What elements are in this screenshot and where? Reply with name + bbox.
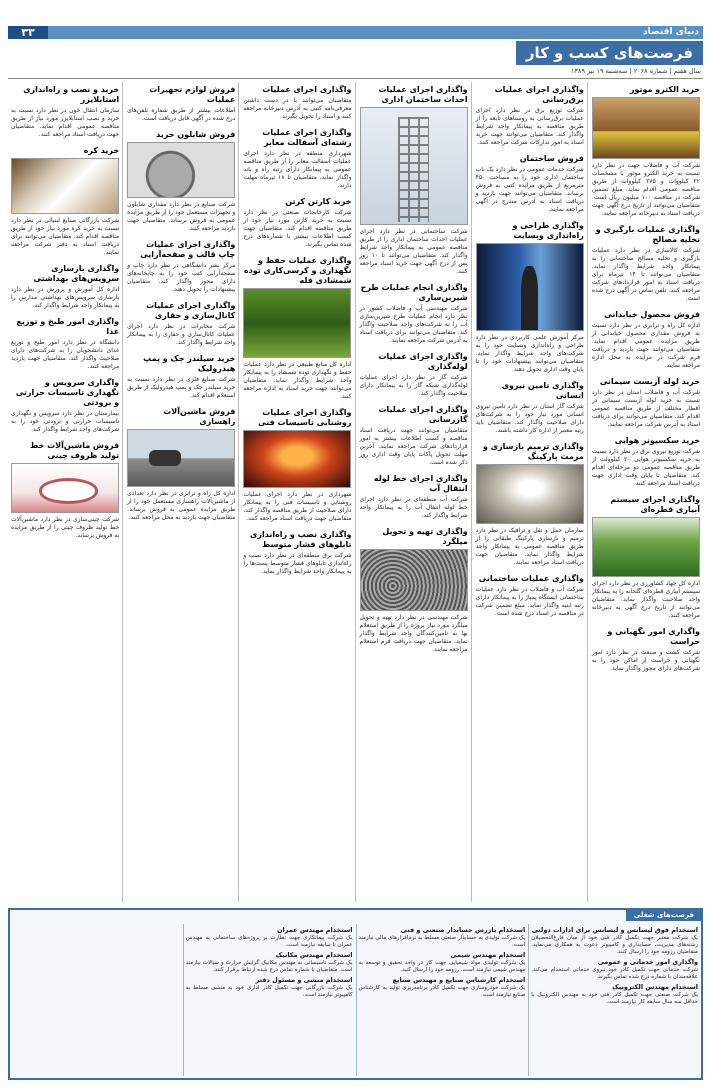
column-divider bbox=[355, 82, 356, 902]
jobs-column-1 bbox=[528, 924, 701, 1078]
column-6 bbox=[8, 82, 122, 902]
job-title: واگذاری امور خدماتی و عمومی bbox=[597, 958, 698, 966]
job-title: استخدام مهندس شیمی bbox=[450, 951, 526, 959]
article-title: خرید سکسیونر هوایی bbox=[614, 436, 700, 445]
job-title: استخدام منشی و مسئول دفتر bbox=[255, 976, 353, 984]
page-number: ۳۳ bbox=[8, 26, 48, 39]
article-body: شرکت کشت و صنعت در نظر دارد امور نگهبانی و حراست از اماکن خود را به شرکت‌های دارای مجوز واگذار نماید. bbox=[591, 649, 700, 672]
article-photo bbox=[592, 97, 700, 159]
article bbox=[357, 352, 471, 402]
article-title: خرید کره bbox=[83, 146, 120, 155]
article bbox=[357, 283, 471, 349]
article-body: شرکت کارخانجات صنعتی در نظر دارد نسبت به خرید کارتن مورد نیاز خود از طریق مناقصه اقدام کند. متقاضیان جهت کسب اطلاعات بیشتر با شماره‌های درج شده تماس بگیرند. bbox=[243, 209, 352, 248]
article-body: دانشگاه در نظر دارد امور طبخ و توزیع غذای دانشجویان را به شرکت‌های دارای صلاحیت واگذار کند. متقاضیان جهت بازدید مراجعه کنند. bbox=[11, 339, 120, 370]
column-4 bbox=[240, 82, 354, 902]
job-body: شرکت خدماتی جهت تکمیل کادر خود نیروی خدماتی استخدام می‌کند. علاقه‌مندان با شماره درج شده تماس بگیرند. bbox=[531, 967, 698, 980]
article-photo bbox=[127, 429, 235, 487]
article-title: واگذاری انجام عملیات طرح شیرین‌سازی bbox=[360, 283, 468, 302]
article bbox=[8, 317, 122, 375]
article-body: اداره کل راه و ترابری در نظر دارد تعدادی از ماشین‌آلات راهسازی مستعمل خود را از طریق مزایده عمومی به فروش برساند. متقاضیان جهت بازدید به محل مراجعه کنند. bbox=[127, 490, 236, 521]
article-body: شرکت آب و فاضلاب در نظر دارد عملیات ساختمانی ایستگاه پمپاژ را به پیمانکار دارای رتبه ابنیه واگذار نماید. مبلغ تضمین شرکت در مناقصه در اسناد درج شده است. bbox=[475, 586, 584, 617]
article bbox=[473, 85, 587, 151]
article-title: واگذاری عملیات حفظ و نگهداری و کرسی‌کاری توده شمشادی فله bbox=[243, 256, 352, 285]
article bbox=[124, 130, 238, 237]
article bbox=[8, 441, 122, 544]
article bbox=[124, 301, 238, 351]
article bbox=[357, 474, 471, 524]
article bbox=[240, 408, 354, 527]
article-title: واگذاری عملیات بارگیری و تخلیه مصالح bbox=[595, 225, 700, 244]
article bbox=[473, 574, 587, 622]
article-body: شرکت خدمات عمومی در نظر دارد یک باب ساختمان اداری خود را به مساحت ۴۵۰ مترمربع از طریق مزایده کتبی به فروش برساند. متقاضیان می‌توانند جهت بازدید و دریافت اسناد به آدرس مندرج در آگهی مراجعه نمایند. bbox=[475, 166, 584, 213]
article bbox=[473, 154, 587, 218]
article-title: خرید و نصب و راه‌اندازی استابلایزر bbox=[23, 85, 120, 104]
article-photo bbox=[11, 463, 119, 513]
jobs-column-2 bbox=[356, 924, 529, 1078]
column-5 bbox=[124, 82, 238, 902]
article-title: فروش ماشین‌آلات راهسازی bbox=[163, 407, 236, 426]
article-title: واگذاری امور طبخ و توزیع غذا bbox=[16, 317, 120, 336]
page-title: فرصت‌های کسب و کار bbox=[516, 41, 703, 65]
article-body: شرکت کالاسازی در نظر دارد عملیات بارگیری و تخلیه مصالح ساختمانی را به پیمانکار واجد شرایط واگذار نماید. متقاضیان می‌توانند تا ۱۴ تیرماه برای دریافت اسناد به امور قراردادهای شرکت مراجعه کنند. تلفن تماس در آگهی درج شده است. bbox=[591, 247, 700, 302]
article-title: واگذاری اجرای عملیات چاپ قالب و صفحه‌آرایی bbox=[140, 240, 236, 259]
article-title: واگذاری اجرای عملیات گازرسانی bbox=[378, 405, 468, 424]
article-title: خرید الکترو موتور bbox=[629, 85, 700, 94]
article bbox=[8, 378, 122, 438]
page-title-bar bbox=[8, 41, 703, 65]
article-photo bbox=[476, 243, 584, 331]
article-title: فروش ماشین‌آلات خط تولید ظروف چینی bbox=[30, 441, 120, 460]
article-body: شرکت صنایع در نظر دارد مقداری شابلون و تجهیزات مستعمل خود را از طریق مزایده عمومی به فروش برساند. متقاضیان جهت بازدید مراجعه کنند. bbox=[127, 201, 236, 232]
article-title: واگذاری اجرای عملیات کانال‌سازی و حفاری bbox=[146, 301, 236, 320]
article-body: شهرداری منطقه در نظر دارد اجرای عملیات آسفالت معابر را از طریق مناقصه عمومی به پیمانکار دارای رتبه راه و باند واگذار نماید. متقاضیان تا ۱۸ تیرماه مهلت دارند. bbox=[243, 150, 352, 189]
article bbox=[124, 407, 238, 526]
column-divider bbox=[471, 82, 472, 902]
article-body: اداره کل آموزش و پرورش در نظر دارد بازسازی سرویس‌های بهداشتی مدارس را به پیمانکار واجد شرایط واگذار کند. bbox=[11, 286, 120, 309]
article-title: واگذاری امور نگهبانی و حراست bbox=[607, 627, 700, 646]
article-body: شرکت گاز در نظر دارد اجرای عملیات لوله‌گذاری شبکه گاز را به پیمانکار دارای صلاحیت واگذار کند. bbox=[359, 374, 468, 397]
job-title: استخدام مهندس مکانیک bbox=[275, 951, 353, 959]
article-title: واگذاری تهیه و تحویل میلگرد bbox=[382, 527, 468, 546]
jobs-tag: فرصت‌های شغلی bbox=[626, 909, 702, 921]
article-body: شرکت آب و فاضلاب استان در نظر دارد نسبت به خرید لوله آزبست سیمانی در اقطار مختلف از طریق مناقصه عمومی اقدام کند. متقاضیان می‌توانند برای دریافت اسناد به آدرس شرکت مراجعه نمایند. bbox=[591, 389, 700, 428]
article-body: اداره کل جهاد کشاورزی در نظر دارد اجرای سیستم آبیاری قطره‌ای گلخانه را به پیمانکار واجد صلاحیت واگذار نماید. متقاضیان می‌توانند از تاریخ درج آگهی به دبیرخانه مراجعه کنند. bbox=[591, 580, 700, 619]
article bbox=[357, 405, 471, 471]
job-body: یک شرکت تولیدی به حسابدار صنعتی مسلط به نرم‌افزارهای مالی نیازمند است. bbox=[358, 935, 526, 948]
article-photo bbox=[11, 158, 119, 214]
article bbox=[589, 85, 703, 222]
article-body: شرکت توزیع نیروی برق در نظر دارد نسبت به خرید سکسیونر هوایی ۲۰ کیلوولت از طریق مناقصه عمومی دو مرحله‌ای اقدام کند. متقاضیان تا پایان وقت اداری جهت دریافت اسناد مراجعه کنند. bbox=[591, 448, 700, 487]
article-body: شرکت صنایع فلزی در نظر دارد نسبت به خرید سیلندر جک و پمپ هیدرولیک از طریق استعلام اقدام کند. bbox=[127, 376, 236, 399]
article-title: واگذاری اجرای عملیات روشنایی تاسیسات فنی bbox=[258, 408, 352, 427]
article-body: شهرداری در نظر دارد اجرای عملیات روشنایی و تاسیسات فنی را به پیمانکار دارای صلاحیت از طریق مناقصه واگذار کند. متقاضیان جهت دریافت اسناد مراجعه کنند. bbox=[243, 491, 352, 522]
divider bbox=[8, 78, 703, 79]
article-body: اداره کل راه و ترابری در نظر دارد نسبت به فروش مقداری محصول خیابدانی از طریق مزایده عمومی اقدام نماید. متقاضیان می‌توانند جهت بازدید و دریافت فرم شرکت در مزایده به محل اداره مراجعه نمایند. bbox=[591, 322, 700, 369]
jobs-divider bbox=[356, 924, 357, 1076]
column-divider bbox=[122, 82, 123, 902]
article-title: واگذاری اجرای عملیات bbox=[262, 85, 352, 94]
job-body: یک شرکت تولیدی مواد شیمیایی جهت کار در واحد تحقیق و توسعه به مهندس شیمی نیازمند است. رزومه خود را ارسال کنید. bbox=[358, 960, 526, 973]
article-title: واگذاری سرویس و نگهداری تاسیسات حرارتی و برودتی bbox=[15, 378, 120, 407]
article-title: واگذاری اجرای عملیات لوله‌گذاری bbox=[378, 352, 468, 371]
article bbox=[124, 354, 238, 404]
article bbox=[589, 310, 703, 374]
job-title: استخدام مهندس عمران bbox=[276, 926, 353, 934]
article bbox=[124, 85, 238, 127]
article bbox=[589, 436, 703, 492]
job-body: یک شرکت تاسیساتی به مهندس مکانیک گرایش حرارت و سیالات نیازمند است. متقاضیان با شماره تماس درج شده ارتباط برقرار کنند. bbox=[185, 960, 353, 973]
article-body: متقاضیان می‌توانند جهت دریافت اسناد مناقصه و کسب اطلاعات بیشتر به امور قراردادهای شرکت مراجعه نمایند. آخرین مهلت تحویل پاکات پایان وقت اداری روز ذکر شده است. bbox=[359, 427, 468, 466]
job-body: یک شرکت خودروسازی جهت تکمیل کادر برنامه‌ریزی تولید به کارشناس صنایع نیازمند است. bbox=[358, 985, 526, 998]
job-title: استخدام مهندس الکترونیک bbox=[612, 983, 698, 991]
article bbox=[240, 85, 354, 125]
article-title: واگذاری تامین نیروی انسانی bbox=[501, 381, 584, 400]
article-title: واگذاری اجرای عملیات رشته‌ای آسفالت معابر bbox=[262, 128, 352, 147]
article-photo bbox=[127, 142, 235, 198]
article-body: شرکت مهندسی آب و فاضلاب کشور در نظر دارد انجام عملیات طرح شیرین‌سازی آب را به شرکت‌های واجد صلاحیت واگذار کند. متقاضیان می‌توانند برای دریافت اسناد به آدرس شرکت مراجعه نمایند. bbox=[359, 305, 468, 344]
article bbox=[473, 221, 587, 378]
job-body: یک شرکت بازرگانی جهت تکمیل کادر اداری خود به منشی مسلط به کامپیوتر نیازمند است. bbox=[185, 985, 353, 998]
article bbox=[240, 256, 354, 405]
article-title: فروش ساختمان bbox=[519, 154, 584, 163]
article-body: اداره کل منابع طبیعی در نظر دارد عملیات حفظ و نگهداری توده شمشاد را به پیمانکار واجد شرایط واگذار نماید. متقاضیان می‌توانند جهت خرید اسناد به اداره مراجعه کنند. bbox=[243, 361, 352, 400]
article-title: فروش شابلون خرید bbox=[156, 130, 236, 139]
article-title: واگذاری بازسازی سرویس‌های بهداشتی bbox=[33, 264, 120, 283]
article-photo bbox=[243, 288, 351, 358]
article-body: شرکت چینی‌سازی در نظر دارد ماشین‌آلات خط تولید ظروف چینی را از طریق مزایده به فروش برساند. bbox=[11, 516, 120, 539]
article bbox=[357, 527, 471, 658]
article-body: شرکت بازرگانی صنایع لبنیاتی در نظر دارد نسبت به خرید کره مورد نیاز خود از طریق مناقصه اقدام کند. متقاضیان می‌توانند برای دریافت اسناد به دفتر شرکت مراجعه نمایند. bbox=[11, 217, 120, 256]
article bbox=[240, 128, 354, 194]
article-body: متقاضیان می‌توانند با در دست داشتن معرفی‌نامه کتبی به آدرس دبیرخانه مراجعه کنند و اسناد را تحویل بگیرند. bbox=[243, 97, 352, 120]
article bbox=[240, 530, 354, 580]
article-title: خرید کارتن کرتن bbox=[285, 197, 352, 206]
article-body: شرکت گاز استان در نظر دارد تامین نیروی انسانی مورد نیاز خود را به شرکت‌های دارای صلاحیت واگذار کند. متقاضیان باید رتبه معتبر از اداره کار داشته باشند. bbox=[475, 403, 584, 434]
article-body: شرکت مخابرات در نظر دارد اجرای عملیات کانال‌سازی و حفاری را به پیمانکار واجد شرایط واگذار کند. bbox=[127, 323, 236, 346]
article bbox=[589, 495, 703, 624]
job-title: استخدام کارشناس صنایع و مهندس صنایع bbox=[392, 976, 526, 984]
article bbox=[124, 240, 238, 298]
article-photo bbox=[476, 464, 584, 524]
article-title: فروش لوازم تجهیزات عملیات bbox=[149, 85, 236, 104]
article-title: واگذاری اجرای عملیات احداث ساختمان اداری bbox=[378, 85, 468, 104]
article-body: شرکت ساختمانی در نظر دارد اجرای عملیات احداث ساختمان اداری را از طریق مناقصه عمومی به پیمانکار واجد شرایط واگذار کند. متقاضیان می‌توانند تا ۱۰ روز پس از درج آگهی جهت خرید اسناد مراجعه کنند. bbox=[359, 228, 468, 275]
job-body: یک شرکت پیمانکاری جهت نظارت بر پروژه‌های ساختمانی به مهندس عمران با سابقه نیازمند است. bbox=[185, 935, 353, 948]
article bbox=[8, 85, 122, 143]
job-title: استخدام بازرس حسابدار صنعتی و فنی bbox=[400, 926, 526, 934]
jobs-divider bbox=[183, 924, 184, 1076]
article bbox=[240, 197, 354, 253]
jobs-box bbox=[8, 908, 703, 1080]
article-title: واگذاری عملیات ساختمانی bbox=[478, 574, 584, 583]
section-bar bbox=[8, 26, 703, 39]
column-3 bbox=[357, 82, 471, 902]
article-body: سازمان حمل و نقل و ترافیک در نظر دارد ترمیم و بازسازی پارکینگ طبقاتی را از طریق مناقصه عمومی به پیمانکار واجد شرایط واگذار نماید. متقاضیان جهت دریافت اسناد مراجعه نمایند. bbox=[475, 527, 584, 566]
column-1 bbox=[589, 82, 703, 902]
article-body: مرکز آموزش علمی کاربردی در نظر دارد طراحی و راه‌اندازی وبسایت خود را به شرکت‌های واجد شرایط واگذار نماید. متقاضیان می‌توانند پیشنهادات خود را تا پایان وقت اداری تحویل دهند. bbox=[475, 334, 584, 373]
article-body: بیمارستان در نظر دارد سرویس و نگهداری تاسیسات حرارتی و برودتی خود را به شرکت‌های واجد شرایط واگذار کند. bbox=[11, 410, 120, 433]
article-title: واگذاری نصب و راه‌اندازی تابلوهای فشار متوسط bbox=[250, 530, 352, 549]
article bbox=[8, 146, 122, 261]
job-body: یک شرکت صنعتی جهت تکمیل کادر فنی خود به مهندس الکترونیک با حداقل سه سال سابقه کار نیازمند است. bbox=[531, 992, 698, 1005]
column-divider bbox=[587, 82, 588, 902]
article-photo bbox=[243, 430, 351, 488]
article-body: شرکت توزیع برق در نظر دارد اجرای عملیات برق‌رسانی به روستاهای تابعه را از طریق مناقصه به پیمانکار واجد شرایط واگذار کند. متقاضیان می‌توانند جهت خرید اسناد به امور تدارکات شرکت مراجعه کنند. bbox=[475, 107, 584, 146]
article bbox=[473, 381, 587, 439]
article-title: خرید لوله آزبست سیمانی bbox=[599, 377, 700, 386]
article-body: شرکت آب و فاضلاب جهت در نظر دارد نسبت به خرید الکترو موتور با مشخصات ۲۲ کیلووات و ۲۷۵ کیلووات از طریق مناقصه عمومی اقدام نماید. مبلغ تضمین شرکت در مناقصه ۱۰۰ میلیون ریال است. متقاضیان می‌توانند از تاریخ درج آگهی جهت دریافت اسناد به دبیرخانه مراجعه نمایند. bbox=[591, 162, 700, 217]
article-title: واگذاری اجرای خط لوله انتقال آب bbox=[373, 474, 468, 493]
article-title: واگذاری ترمیم بازسازی و مرمت پارکینگ bbox=[482, 442, 584, 461]
article-body: شرکت برق منطقه‌ای در نظر دارد نصب و راه‌اندازی تابلوهای فشار متوسط پست‌ها را به پیمانکار واجد شرایط واگذار نماید. bbox=[243, 552, 352, 575]
article bbox=[8, 264, 122, 314]
article-body: مرکز نشر دانشگاهی در نظر دارد چاپ و صفحه‌آرایی کتب خود را به چاپخانه‌های دارای مجوز واگذار کند. متقاضیان پیشنهادات را تحویل دهند. bbox=[127, 262, 236, 293]
article-title: واگذاری اجرای عملیات برق‌رسانی bbox=[494, 85, 584, 104]
job-title: استخدام فوق لیسانس و لیسانس برای ادارات دولتی bbox=[531, 926, 698, 934]
article-photo bbox=[360, 549, 468, 611]
article-title: واگذاری اجرای سیستم آبیاری قطره‌ای bbox=[610, 495, 700, 514]
article-title: خرید سیلندر جک و پمپ هیدرولیک bbox=[143, 354, 236, 373]
column-divider bbox=[238, 82, 239, 902]
article-body: شرکت مهندسی در نظر دارد تهیه و تحویل میلگرد مورد نیاز پروژه را از طریق استعلام بها به تامین‌کنندگان واجد شرایط واگذار نماید. متقاضیان جهت دریافت فرم استعلام مراجعه نمایند. bbox=[359, 614, 468, 653]
jobs-column-3 bbox=[183, 924, 356, 1078]
article-photo bbox=[360, 107, 468, 225]
article-title: واگذاری طراحی و راه‌اندازی وبسایت bbox=[512, 221, 584, 240]
jobs-column-4 bbox=[10, 924, 183, 1078]
job-body: یک شرکت معتبر جهت تکمیل کادر فنی خود از میان فارغ‌التحصیلان رشته‌های مدیریت، حسابداری و کامپیوتر دعوت به همکاری می‌نماید. متقاضیان رزومه خود را ارسال کنند. bbox=[531, 935, 698, 955]
article-body: سازمان انتقال خون در نظر دارد نسبت به خرید و نصب استابلایزر مورد نیاز از طریق مناقصه عمومی اقدام نماید. متقاضیان جهت دریافت اسناد مراجعه کنند. bbox=[11, 107, 120, 138]
article-title: فروش محصول خیابدانی bbox=[604, 310, 700, 319]
article bbox=[589, 225, 703, 307]
article bbox=[473, 442, 587, 571]
section-name: دنیای اقتصاد bbox=[643, 27, 699, 37]
jobs-divider bbox=[528, 924, 529, 1076]
article bbox=[589, 377, 703, 433]
article bbox=[357, 85, 471, 280]
article-photo bbox=[592, 517, 700, 577]
article-body: اطلاعات بیشتر از طریق شماره تلفن‌های درج شده در آگهی قابل دریافت است. bbox=[127, 107, 236, 122]
article bbox=[589, 627, 703, 677]
article-body: شرکت آب منطقه‌ای در نظر دارد اجرای خط لوله انتقال آب را به پیمانکار واجد شرایط واگذار کند. bbox=[359, 496, 468, 519]
dateline: سال هفتم | شماره ۲۰۶۸ | سه‌شنبه ۱۹ تیر ۱۳۸۹ bbox=[571, 67, 701, 75]
column-2 bbox=[473, 82, 587, 902]
